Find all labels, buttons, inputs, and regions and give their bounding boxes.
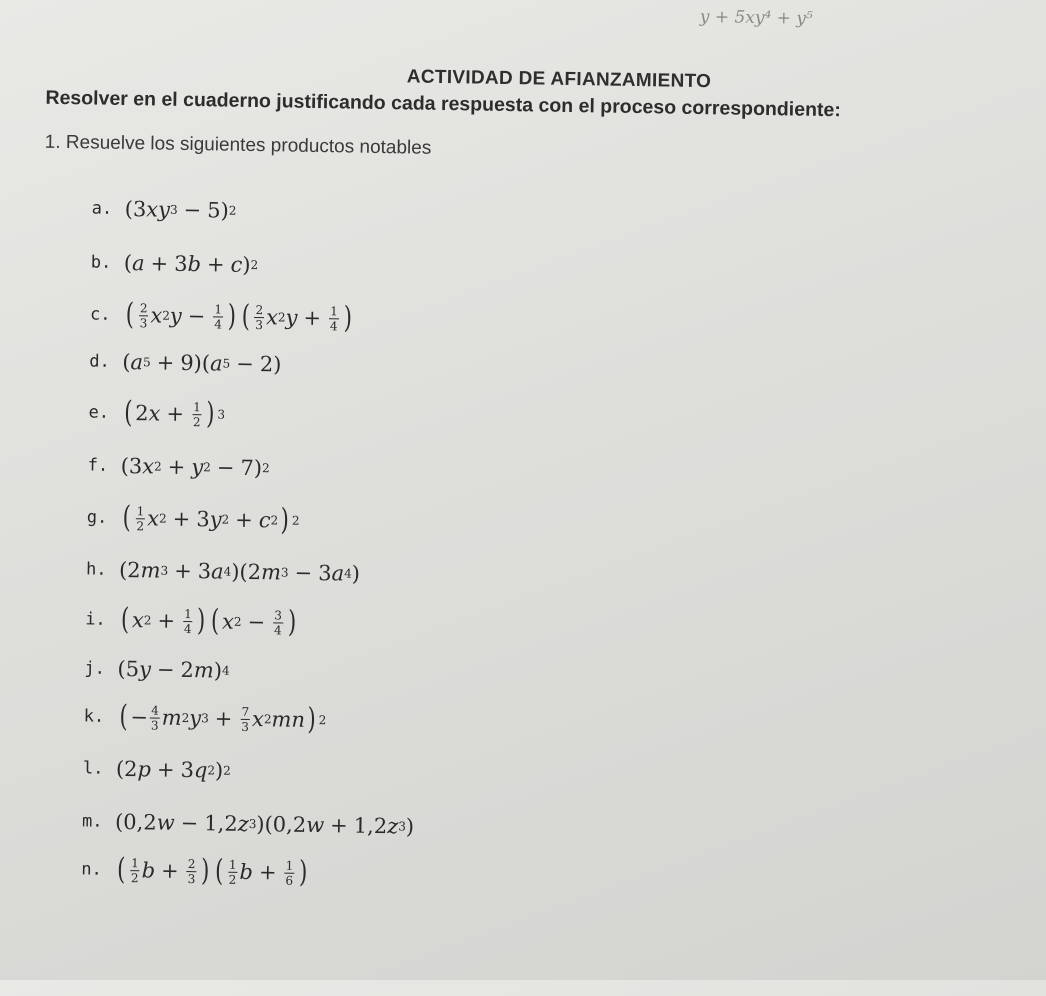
expression: ( − 4 3 m 2 y 3 + $\frac{7}{3}$ x 2 mn ) 2 bbox=[119, 698, 327, 738]
item-label: d. bbox=[89, 351, 110, 372]
expression: (0,2 w − 1,2 z 3 )(0,2 w + 1,2 z 3 ) bbox=[114, 809, 415, 839]
exercise-item-a bbox=[91, 188, 236, 230]
item-label: f. bbox=[87, 455, 109, 476]
item-label: j. bbox=[84, 658, 106, 679]
item-label: n. bbox=[81, 859, 102, 880]
exercise-item-e bbox=[88, 392, 225, 434]
exercise-item-d bbox=[89, 341, 282, 384]
item-label: i. bbox=[85, 609, 106, 630]
expression: ( 2 x + $\frac{1}{2}$ ) 3 bbox=[124, 395, 226, 432]
expression: ( a 5 + 9)( a 5 − 2) bbox=[122, 349, 282, 377]
expression: (3 x 2 + y 2 − 7) 2 bbox=[120, 453, 270, 481]
item-label: k. bbox=[83, 706, 105, 727]
expression: (5 y − 2 m ) 4 bbox=[117, 656, 230, 683]
exercise-item-f bbox=[87, 445, 270, 488]
exercise-item-k bbox=[83, 696, 326, 740]
item-label: h. bbox=[85, 559, 107, 580]
expression: ( 2 3 x 2 y − $\frac{1}{4}$ ) ( 2 3 x 2 y + $\frac{1}{4}$ ) bbox=[125, 297, 352, 336]
exercise-item-m bbox=[82, 801, 415, 846]
expression: ( 1 2 b + $\frac{2}{3}$ ) ( 1 2 b + $\frac{1}{6}$ ) bbox=[116, 851, 308, 890]
exercise-item-i bbox=[85, 599, 299, 642]
page-title: ACTIVIDAD DE AFIANZAMIENTO bbox=[406, 66, 712, 93]
item-label: g. bbox=[86, 507, 108, 528]
item-label: e. bbox=[88, 402, 110, 423]
expression: (2 m 3 + 3 a 4 )(2 m 3 − 3 a 4 ) bbox=[118, 557, 361, 586]
exercise-item-b bbox=[91, 242, 259, 285]
instruction-text: Resolver en el cuaderno justificando cada respuesta con el proceso correspondiente: bbox=[45, 86, 841, 122]
exercise-item-g bbox=[87, 497, 300, 540]
exercise-item-h bbox=[86, 549, 361, 593]
item-label: c. bbox=[89, 304, 111, 325]
exercise-item-j bbox=[84, 648, 230, 690]
item-label: m. bbox=[81, 811, 103, 832]
expression: (3 xy 3 − 5) 2 bbox=[124, 196, 237, 223]
expression: (2 p + 3 q 2 ) 2 bbox=[115, 756, 231, 783]
exercise-heading: 1. Resuelve los siguientes productos notables bbox=[44, 131, 432, 159]
item-label: a. bbox=[91, 198, 113, 219]
exercise-item-l bbox=[83, 748, 232, 790]
exercise-item-c bbox=[90, 294, 355, 338]
item-label: l. bbox=[82, 758, 104, 779]
item-label: b. bbox=[90, 252, 112, 273]
exercise-item-n bbox=[81, 849, 310, 893]
cut-off-expression: y + 5xy⁴ + y⁵ bbox=[699, 6, 813, 29]
expression: ( 1 2 x 2 + 3 y 2 + c 2 ) 2 bbox=[122, 499, 300, 538]
expression: ( a + 3 b + c ) 2 bbox=[123, 250, 259, 277]
expression: ( x 2 + $\frac{1}{4}$ ) ( x 2 − $\frac{3}{4}$ ) bbox=[120, 601, 297, 640]
